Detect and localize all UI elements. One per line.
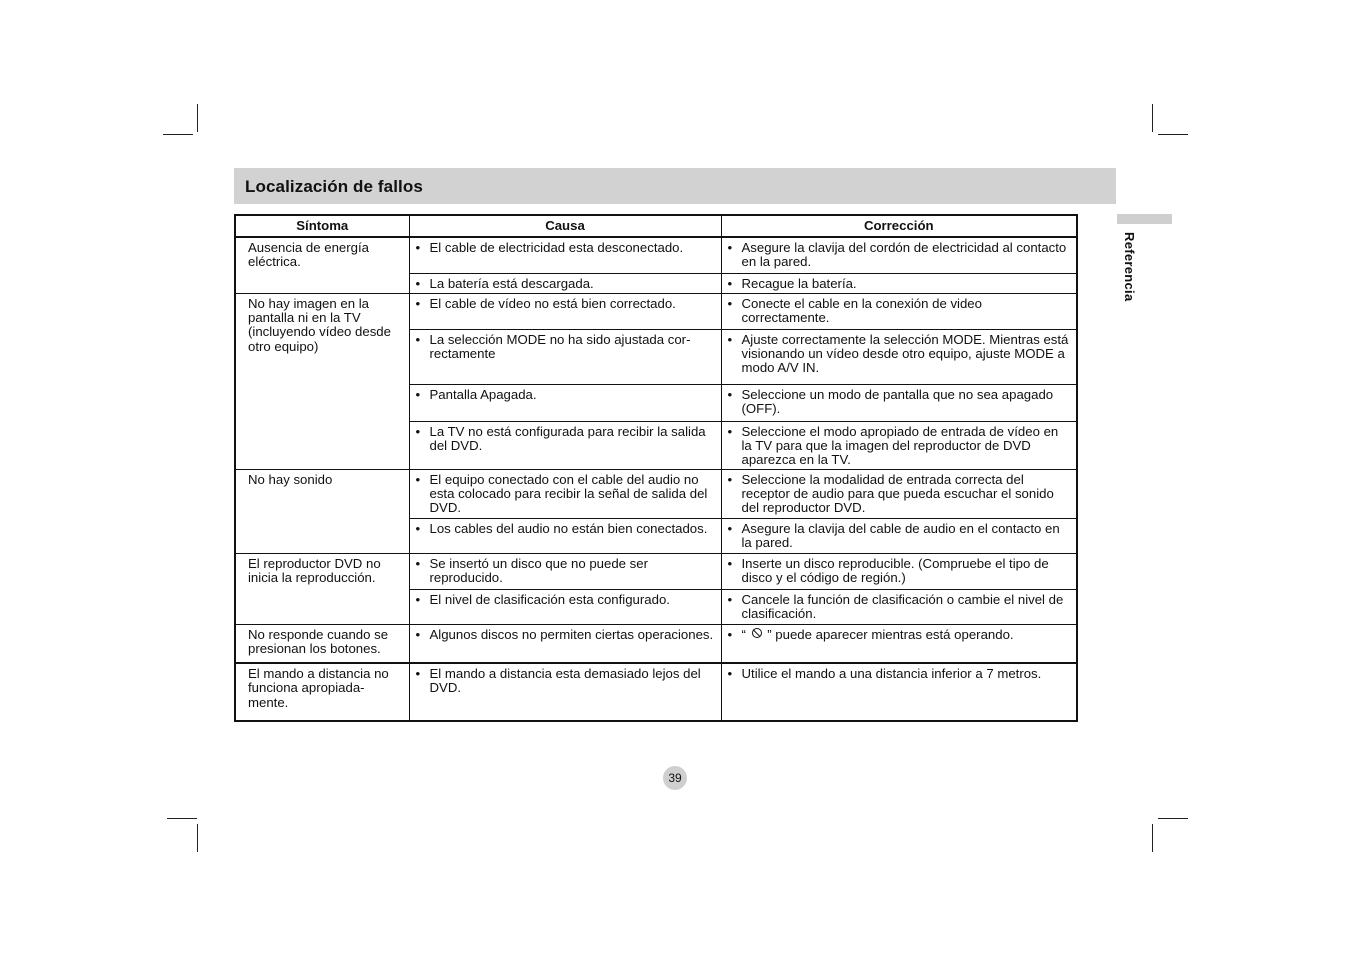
bullet: • xyxy=(727,240,733,255)
correction-text: Ajuste correctamente la selección MODE. Mientras está visionando un vídeo desde otro equipo, ajuste MODE a modo A/V IN. xyxy=(741,331,1069,376)
header-symptom: Síntoma xyxy=(235,215,409,237)
bullet: • xyxy=(415,520,421,536)
cause-cell xyxy=(409,273,721,293)
symptom-cell: No hay imagen en la pantalla ni en la TV (incluyendo vídeo desde otro equipo) xyxy=(235,293,409,469)
correction-cell xyxy=(721,663,1077,721)
correction-cell xyxy=(721,329,1077,384)
correction-text: Inserte un disco reproducible. (Compruebe el tipo de disco y el código de región.) xyxy=(741,555,1049,585)
correction-text: Seleccione un modo de pantalla que no sea apagado (OFF). xyxy=(741,386,1054,416)
correction-cell xyxy=(721,237,1077,273)
correction-cell xyxy=(721,469,1077,518)
bullet: • xyxy=(415,626,421,642)
crop-mark xyxy=(1152,104,1153,132)
bullet: • xyxy=(415,275,421,291)
correction-text: Seleccione la modalidad de entrada correcta del receptor de audio para que pueda escuchar el sonido del reproductor DVD. xyxy=(741,471,1054,516)
correction-cell xyxy=(721,624,1077,663)
symptom-cell: El mando a distancia no funciona apropiada-mente. xyxy=(235,663,409,721)
correction-cell xyxy=(721,273,1077,293)
cause-cell xyxy=(409,384,721,421)
crop-mark xyxy=(197,824,198,852)
table-row xyxy=(235,553,1077,589)
bullet: • xyxy=(415,386,421,402)
crop-mark xyxy=(167,818,197,819)
cause-text: Pantalla Apagada. xyxy=(429,386,537,402)
side-tab-marker xyxy=(1117,214,1172,224)
header-cause: Causa xyxy=(409,215,721,237)
bullet: • xyxy=(415,423,421,439)
bullet: • xyxy=(727,666,733,681)
correction-text: Asegure la clavija del cable de audio en el contacto en la pared. xyxy=(741,520,1060,550)
cause-cell xyxy=(409,421,721,469)
page-number: 39 xyxy=(663,766,687,790)
cause-cell xyxy=(409,329,721,384)
section-title-bar xyxy=(234,168,1116,204)
crop-mark xyxy=(1158,818,1188,819)
correction-text: Utilice el mando a una distancia inferior a 7 metros. xyxy=(741,666,1042,681)
page-title: Localización de fallos xyxy=(245,177,423,196)
bullet: • xyxy=(415,295,421,311)
bullet: • xyxy=(415,331,421,347)
cause-text: La batería está descargada. xyxy=(429,275,594,291)
cause-text: Se insertó un disco que no puede ser reproducido. xyxy=(429,555,648,585)
open-quote: “ xyxy=(741,626,746,642)
correction-text: Seleccione el modo apropiado de entrada de vídeo en la TV para que la imagen del reproductor de DVD aparezca en la TV. xyxy=(741,423,1059,468)
correction-cell xyxy=(721,293,1077,329)
crop-mark xyxy=(197,104,198,132)
bullet: • xyxy=(727,555,733,571)
correction-cell xyxy=(721,589,1077,624)
cause-cell xyxy=(409,624,721,663)
table-header-row xyxy=(235,215,1077,237)
cause-cell xyxy=(409,469,721,518)
bullet: • xyxy=(415,591,421,607)
cause-cell xyxy=(409,293,721,329)
symptom-cell: No responde cuando se presionan los botones. xyxy=(235,624,409,663)
bullet: • xyxy=(415,471,421,487)
header-correction: Corrección xyxy=(721,215,1077,237)
correction-text: Asegure la clavija del cordón de electricidad al contacto en la pared. xyxy=(741,240,1067,270)
cause-cell xyxy=(409,589,721,624)
table-row xyxy=(235,469,1077,518)
bullet: • xyxy=(727,626,733,642)
bullet: • xyxy=(415,555,421,571)
correction-cell xyxy=(721,384,1077,421)
bullet: • xyxy=(727,386,733,402)
cause-cell xyxy=(409,663,721,721)
cause-text: Algunos discos no permiten ciertas operaciones. xyxy=(429,626,714,642)
correction-cell xyxy=(721,421,1077,469)
cause-cell xyxy=(409,518,721,553)
cause-text: El equipo conectado con el cable del audio no esta colocado para recibir la señal de salida del DVD. xyxy=(429,471,708,516)
cause-text: El nivel de clasificación esta configurado. xyxy=(429,591,670,607)
correction-cell xyxy=(721,518,1077,553)
bullet: • xyxy=(727,591,733,607)
correction-text: Recague la batería. xyxy=(741,275,857,291)
table-row xyxy=(235,293,1077,329)
bullet: • xyxy=(415,666,421,681)
bullet: • xyxy=(727,275,733,291)
symptom-cell: Ausencia de energía eléctrica. xyxy=(235,237,409,293)
symptom-cell: No hay sonido xyxy=(235,469,409,553)
side-section-label: Referencia xyxy=(1122,232,1137,302)
bullet: • xyxy=(727,520,733,536)
cause-cell xyxy=(409,553,721,589)
cause-text: Los cables del audio no están bien conectados. xyxy=(429,520,708,536)
cause-text: El cable de electricidad esta desconectado. xyxy=(429,240,684,255)
crop-mark xyxy=(163,134,193,135)
troubleshooting-table xyxy=(234,214,1078,722)
bullet: • xyxy=(727,471,733,487)
cause-text: La selección MODE no ha sido ajustada cor-rectamente xyxy=(429,331,691,361)
cause-text: El cable de vídeo no está bien correctado. xyxy=(429,295,676,311)
bullet: • xyxy=(727,295,733,311)
cause-text: La TV no está configurada para recibir la salida del DVD. xyxy=(429,423,706,453)
symptom-cell: El reproductor DVD no inicia la reproducción. xyxy=(235,553,409,624)
cause-text: El mando a distancia esta demasiado lejos del DVD. xyxy=(429,666,701,696)
cause-cell xyxy=(409,237,721,273)
crop-mark xyxy=(1152,824,1153,852)
table-row xyxy=(235,663,1077,721)
bullet: • xyxy=(727,423,733,439)
correction-text: ” puede aparecer mientras está operando. xyxy=(767,626,1014,642)
correction-cell xyxy=(721,553,1077,589)
prohibited-icon xyxy=(752,628,762,638)
table-row xyxy=(235,237,1077,273)
table-row xyxy=(235,624,1077,663)
bullet: • xyxy=(727,331,733,347)
crop-mark xyxy=(1158,134,1188,135)
correction-text: Conecte el cable en la conexión de video correctamente. xyxy=(741,295,982,325)
correction-text: Cancele la función de clasificación o cambie el nivel de clasificación. xyxy=(741,591,1064,621)
bullet: • xyxy=(415,240,421,255)
